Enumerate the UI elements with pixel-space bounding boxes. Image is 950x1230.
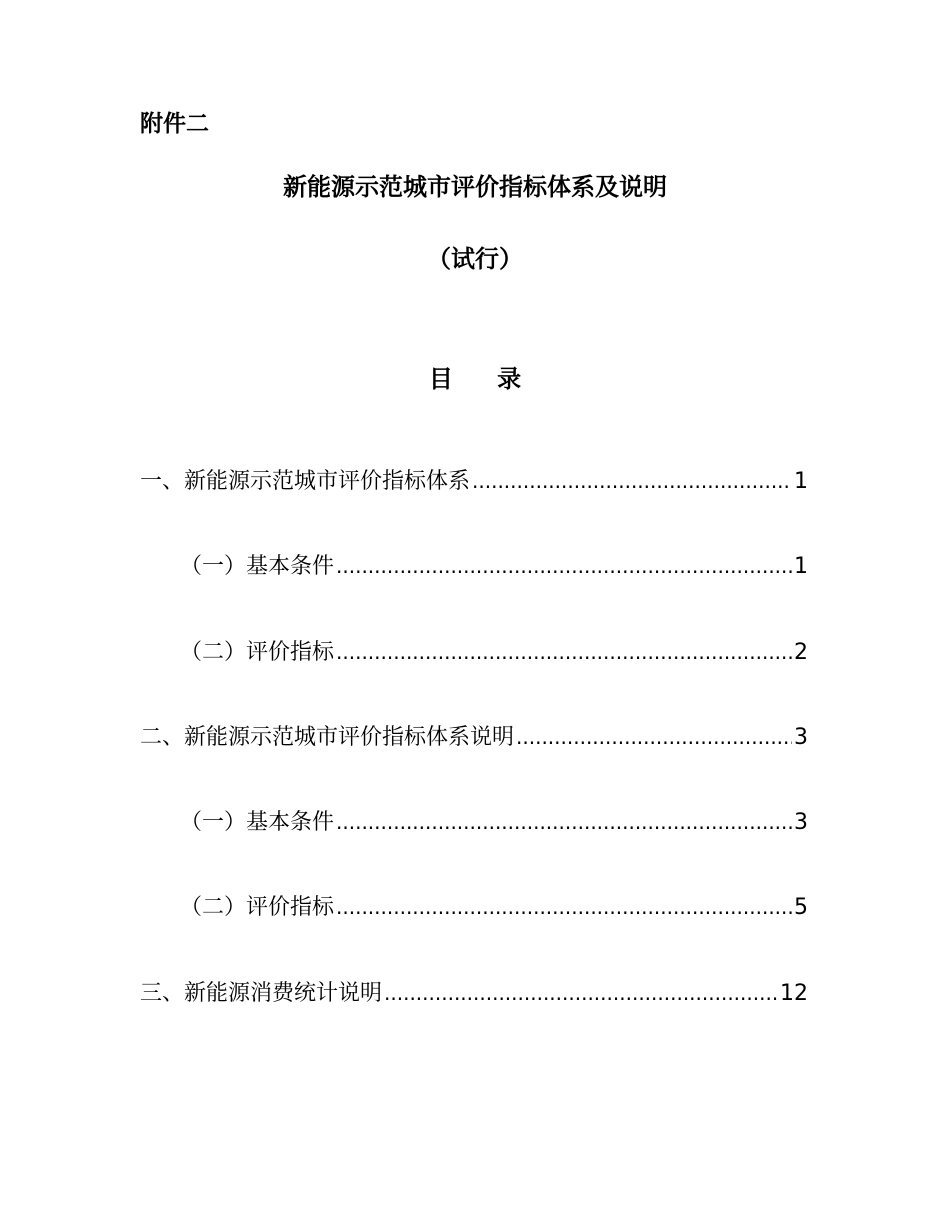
toc-entry[interactable]: [140, 805, 808, 890]
toc-entry-text: 三、新能源消费统计说明: [140, 980, 383, 1006]
toc-dot-leader: [516, 720, 792, 754]
toc-entry[interactable]: [140, 549, 808, 634]
toc-entry[interactable]: [140, 890, 808, 975]
table-of-contents: [140, 464, 808, 1061]
toc-entry-text: （一）基本条件: [180, 554, 335, 580]
attachment-label: 附件二: [140, 111, 209, 137]
document-subtitle: （试行）: [427, 245, 523, 273]
toc-dot-leader: [472, 464, 792, 498]
toc-dot-leader: [336, 549, 792, 583]
toc-dot-leader: [384, 976, 778, 1010]
toc-entry-text: （二）评价指标: [180, 639, 335, 665]
toc-entry-text: （二）评价指标: [180, 895, 335, 921]
toc-page-number: 3: [794, 810, 808, 836]
toc-entry-text: （一）基本条件: [180, 810, 335, 836]
toc-page-number: 1: [794, 554, 808, 580]
toc-page-number: 5: [794, 895, 808, 921]
toc-page-number: 3: [794, 724, 808, 750]
toc-dot-leader: [336, 890, 792, 924]
toc-entry[interactable]: [140, 635, 808, 720]
toc-entry-text: 一、新能源示范城市评价指标体系: [140, 469, 471, 494]
toc-dot-leader: [336, 635, 792, 669]
toc-entry-text: 二、新能源示范城市评价指标体系说明: [140, 724, 515, 750]
toc-entry[interactable]: [140, 976, 808, 1061]
toc-entry[interactable]: [140, 464, 808, 549]
toc-dot-leader: [336, 805, 792, 839]
toc-heading: 目 录: [428, 365, 540, 393]
toc-page-number: 1: [794, 469, 808, 494]
toc-page-number: 2: [794, 639, 808, 665]
toc-entry[interactable]: [140, 720, 808, 805]
toc-page-number: 12: [780, 980, 808, 1006]
document-title: 新能源示范城市评价指标体系及说明: [283, 173, 667, 201]
